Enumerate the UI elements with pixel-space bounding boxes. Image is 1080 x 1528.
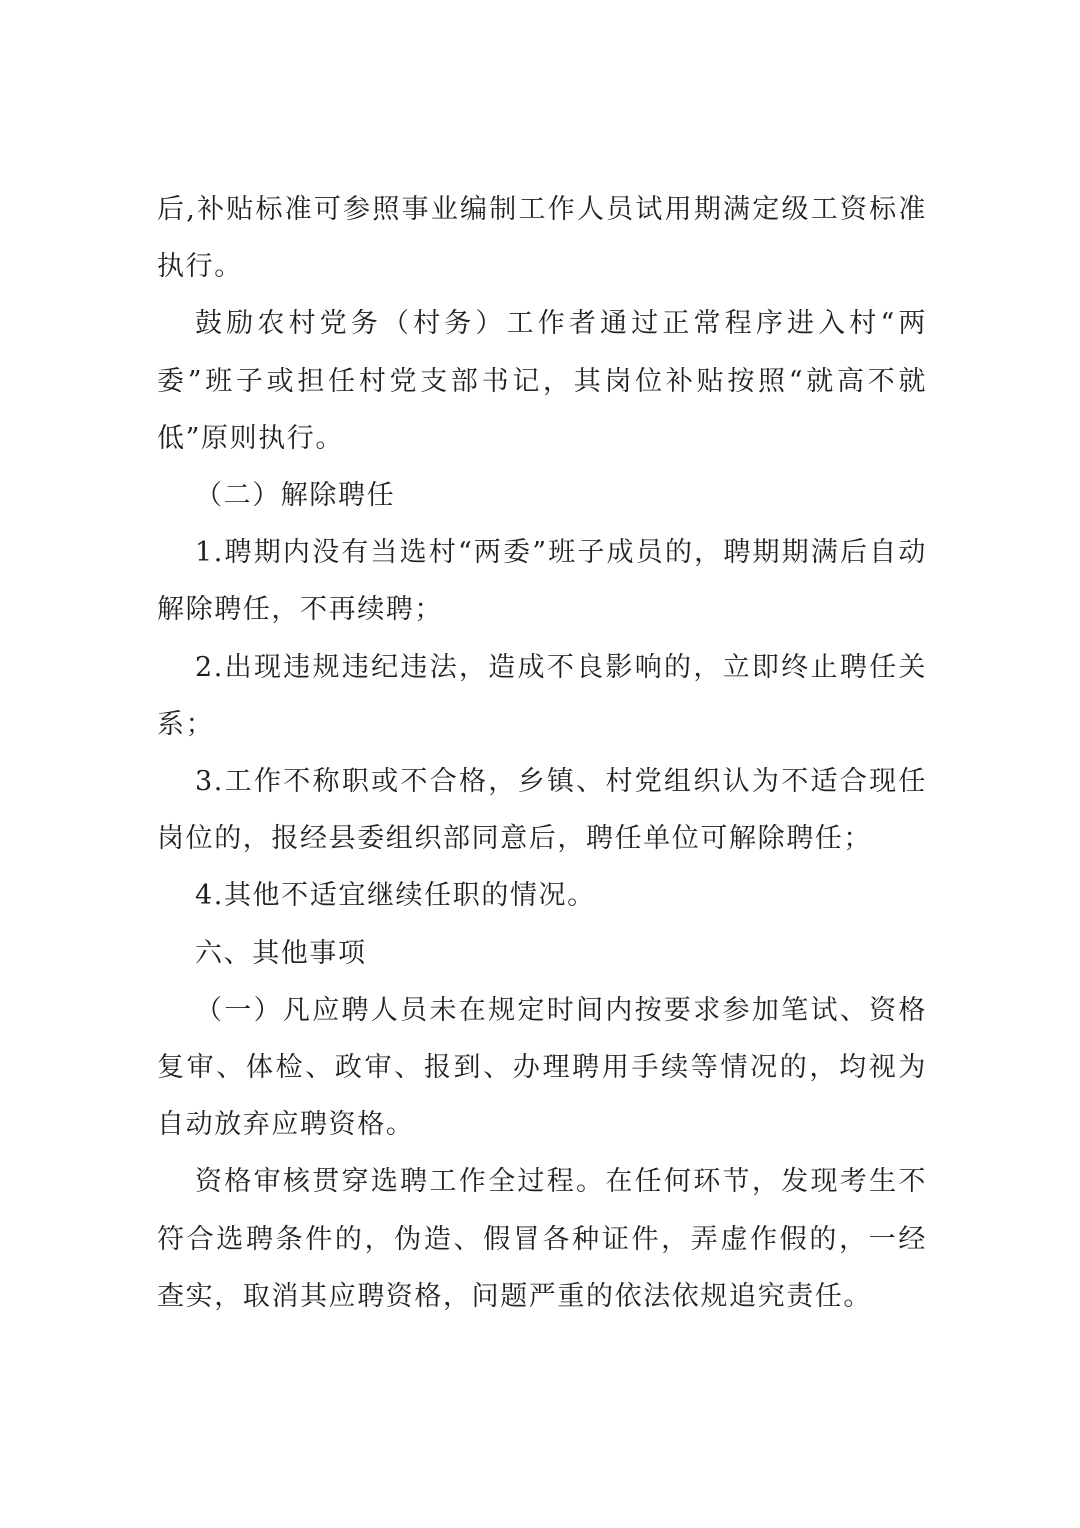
heading-termination: （二）解除聘任 [195,480,396,512]
document-body [157,181,927,1325]
list-item-termination-1: 1.聘期内没有当选村“两委”班子成员的，聘期期满后自动解除聘任，不再续聘； [157,537,927,626]
list-item-termination-2: 2.出现违规违纪违法，造成不良影响的，立即终止聘任关系； [157,651,927,740]
paragraph-encourage-two-committees: 鼓励农村党务（村务）工作者通过正常程序进入村“两委”班子或担任村党支部书记，其岗位补贴按照“就高不就低”原则执行。 [157,308,927,454]
heading-other-matters: 六、其他事项 [195,937,367,969]
list-item-termination-3: 3.工作不称职或不合格，乡镇、村党组织认为不适合现任岗位的，报经县委组织部同意后，聘任单位可解除聘任； [157,766,927,855]
paragraph-qualification-review: 资格审核贯穿选聘工作全过程。在任何环节，发现考生不符合选聘条件的，伪造、假冒各种证件，弄虚作假的，一经查实，取消其应聘资格，问题严重的依法依规追究责任。 [157,1166,927,1312]
list-item-termination-4: 4.其他不适宜继续任职的情况。 [195,880,596,912]
paragraph-abandon-qualification: （一）凡应聘人员未在规定时间内按要求参加笔试、资格复审、体检、政审、报到、办理聘用手续等情况的，均视为自动放弃应聘资格。 [157,994,927,1141]
paragraph-subsidy-standard-continued: 后,补贴标准可参照事业编制工作人员试用期满定级工资标准执行。 [157,194,927,283]
